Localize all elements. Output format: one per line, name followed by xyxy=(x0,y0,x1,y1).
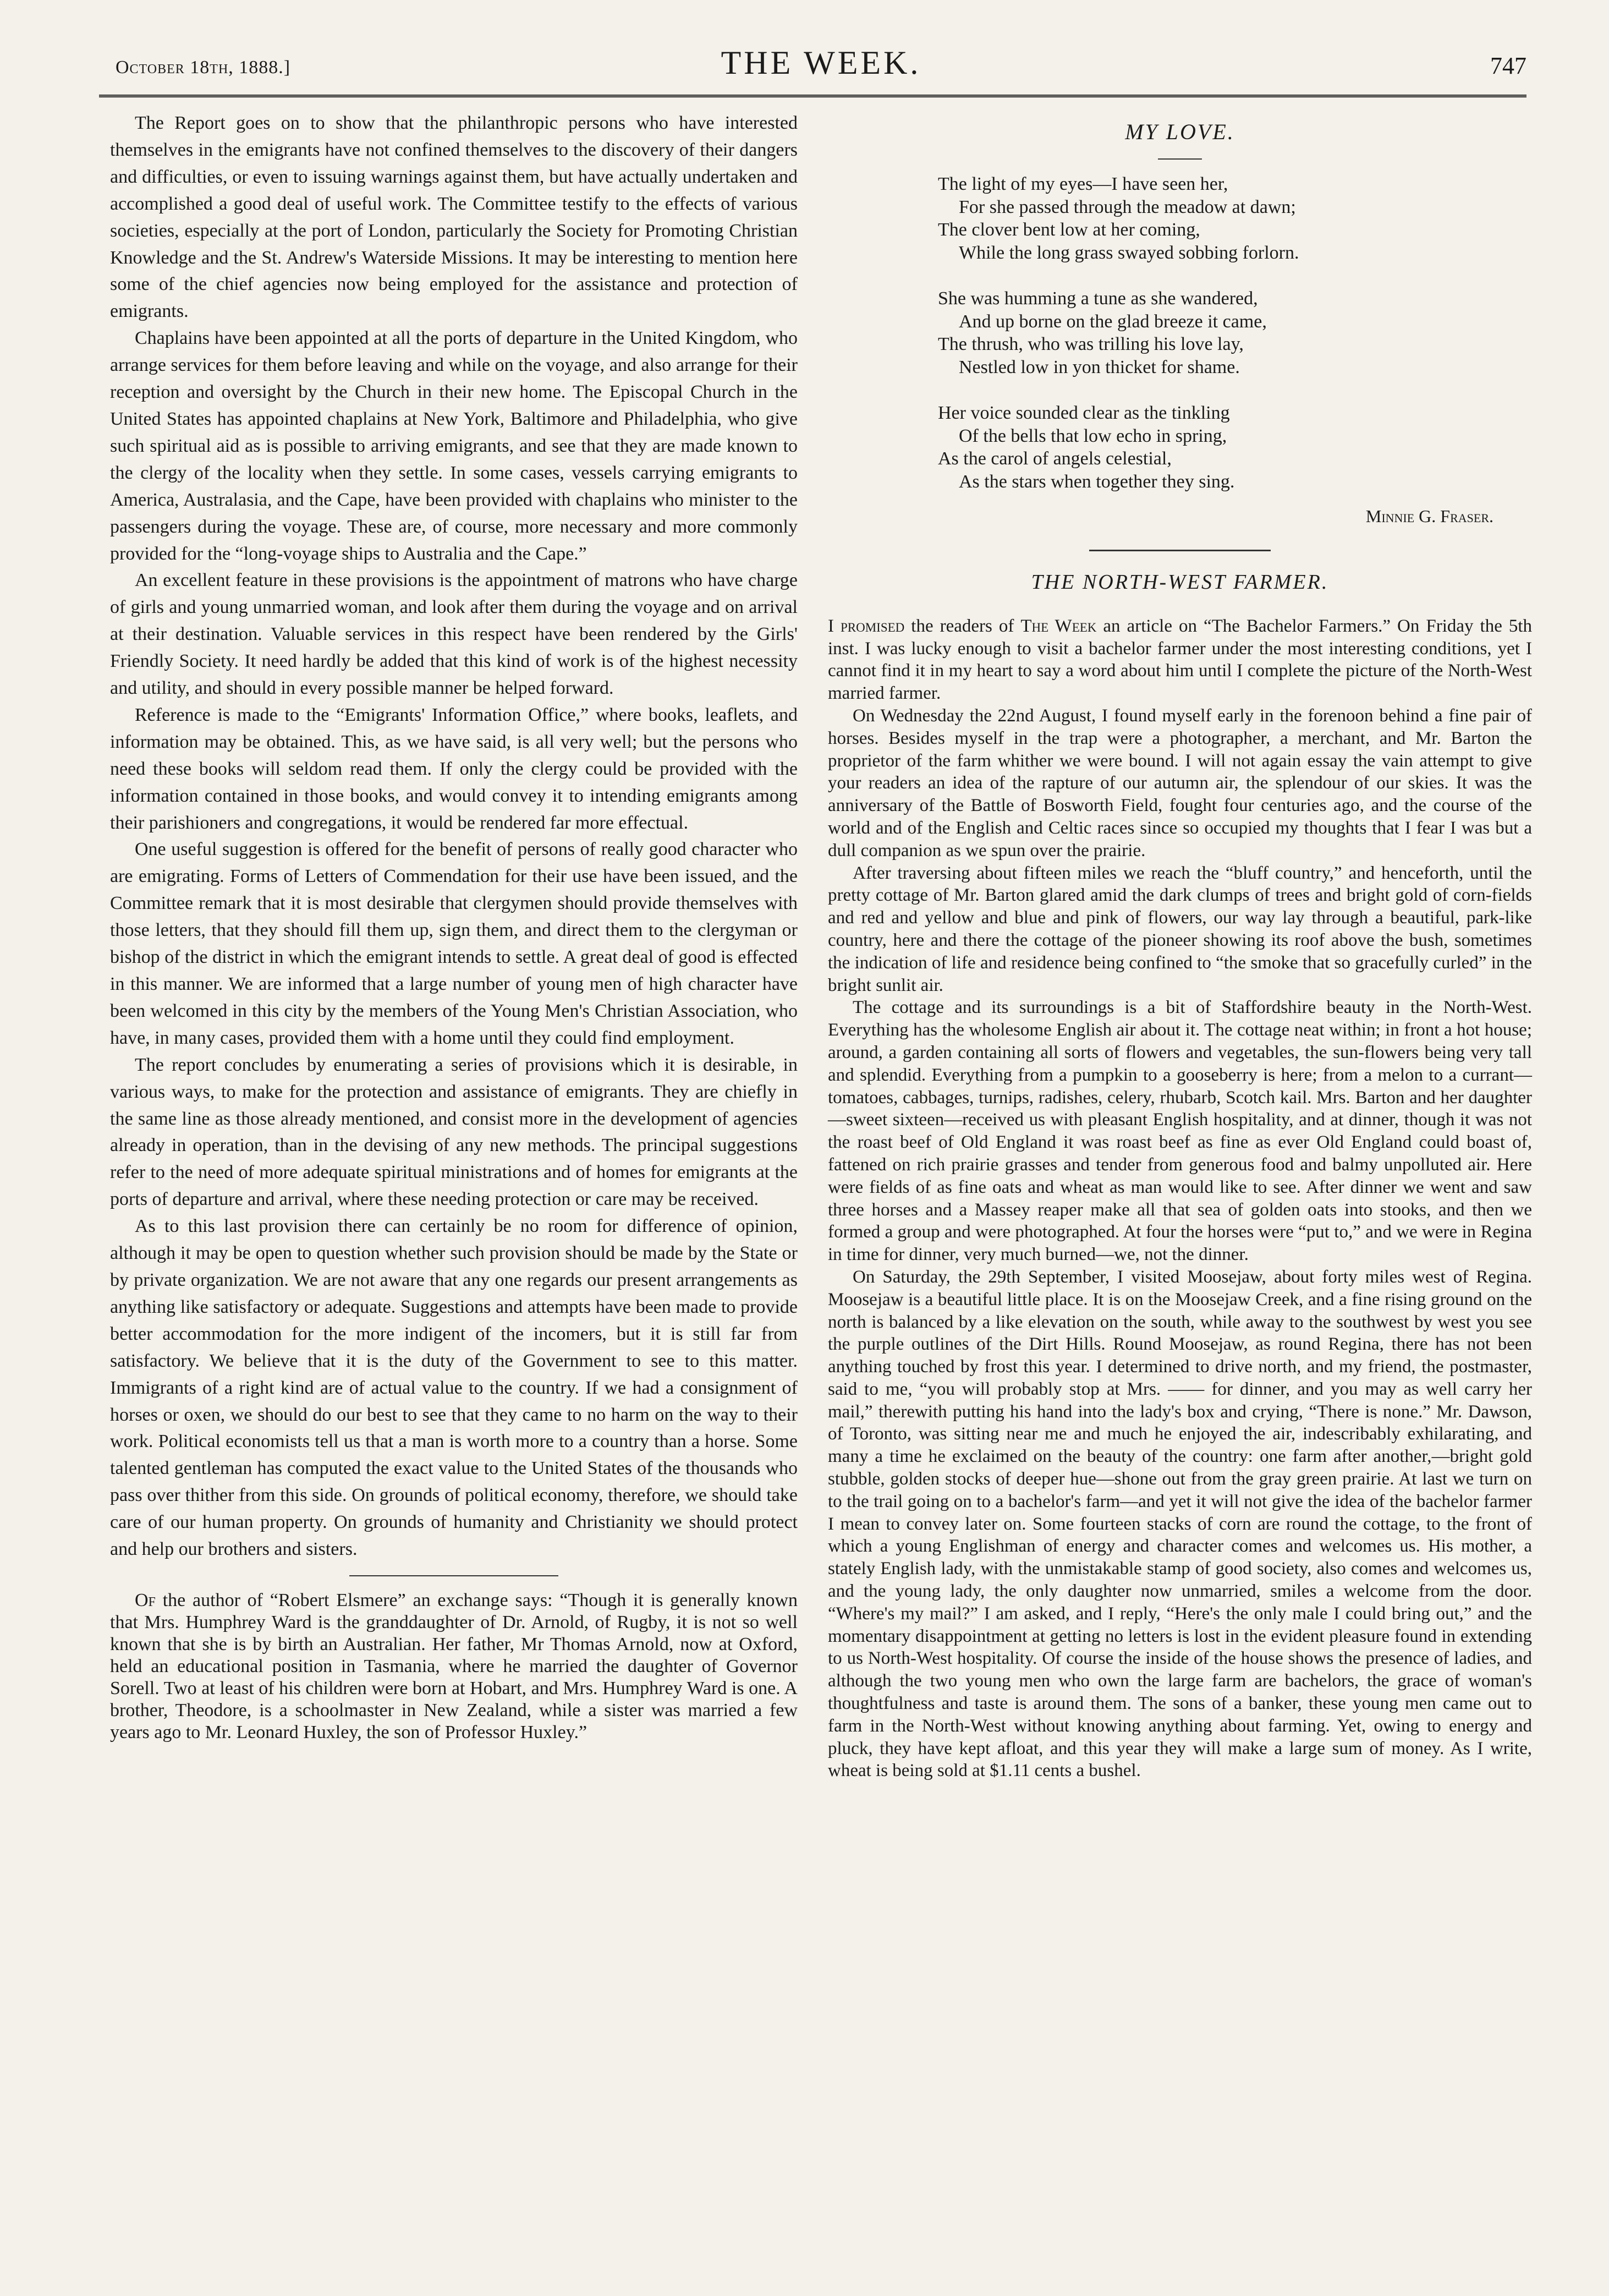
poem-stanza xyxy=(938,402,1532,493)
lead-text: the readers of xyxy=(904,616,1021,636)
poem-title: MY LOVE. xyxy=(1125,119,1235,144)
paragraph: One useful suggestion is offered for the benefit of persons of really good character who are emigrating. Forms of Letters of Commendation for their use have been issued, and the Committee remark that it is most desirable that clergymen should provide themselves with those letters, that they should fill them up, sign them, and direct them to the clergyman or bishop of the district in which the emigrant intends to settle. A great deal of good is effected in this manner. We are informed that a large number of young men of high character have been welcomed in this city by the members of the Young Men's Christian Association, who have, in many cases, provided them with a home until they could find employment. xyxy=(110,839,798,1048)
article-title: THE NORTH-WEST FARMER. xyxy=(1031,570,1329,594)
left-column xyxy=(110,110,798,1744)
elsmere-note xyxy=(110,1590,798,1744)
poem-line: She was humming a tune as she wandered, xyxy=(938,288,1258,309)
right-column xyxy=(828,110,1532,1782)
page-header xyxy=(116,44,1526,99)
poem-author: Minnie G. Fraser. xyxy=(1365,506,1493,526)
publication-title: THE WEEK. xyxy=(721,45,921,81)
article-lead-paragraph xyxy=(828,615,1532,705)
note-lead: Of xyxy=(135,1590,156,1610)
header-rule xyxy=(99,95,1526,97)
paragraph: Reference is made to the “Emigrants' Information Office,” where books, leaflets, and information may be obtained. This, as we have said, is all very well; but the persons who need these books will seldom read them. If only the clergy could be provided with the information contained in those books, and would convey it to intending emigrants among their parishioners and congregations, it would be rendered far more effectual. xyxy=(110,704,798,833)
paragraph: The cottage and its surroundings is a bit of Staffordshire beauty in the North-West. Everything has the wholesome English air about it. The cottage neat within; in front a hot house; around, a garden containing all sorts of flowers and vegetables, the sun-flowers being very tall and splendid. Everything from a pumpkin to a gooseberry is here; from a melon to a currant—tomatoes, cabbages, turnips, radishes, celery, rhubarb, Scotch kail. Mrs. Barton and her daughter—sweet sixteen—received us with pleasant English hospitality, and at dinner, though it was not the roast beef of Old England it was roast beef as fine as ever Old England could boast of, fattened on rich prairie grasses and tender from generous food and balmy unpolluted air. Here were fields of as fine oats and wheat as man would like to see. After dinner we went and saw three horses and a Massey reaper make all that sea of golden oats into stooks, and then we formed a group and were photographed. At four the horses were “put to,” and we were in Regina in time for dinner, very much burned—we, not the dinner. xyxy=(828,998,1532,1265)
paragraph: After traversing about fifteen miles we reach the “bluff country,” and henceforth, until the pretty cottage of Mr. Barton glared amid the dark clumps of trees and bright gold of corn-fields and red and yellow and blue and pink of flowers, our way lay through a beautiful, park-like country, here and there the cottage of the pioneer showing its roof above the bush, sometimes the indication of life and residence being confined to “the smoke that so gracefully curled” in the bright sunlit air. xyxy=(828,863,1532,995)
lead-word: I promised xyxy=(828,616,905,636)
poem-body xyxy=(938,173,1532,493)
section-divider xyxy=(349,1575,558,1576)
poem-line: Of the bells that low echo in spring, xyxy=(959,425,1227,446)
poem-line: Nestled low in yon thicket for shame. xyxy=(959,357,1240,377)
title-rule xyxy=(1158,158,1202,160)
poem-line: The thrush, who was trilling his love lay, xyxy=(938,334,1244,354)
poem-line: The clover bent low at her coming, xyxy=(938,220,1200,240)
issue-date: October 18th, 1888.] xyxy=(116,57,291,78)
paragraph: As to this last provision there can certainly be no room for difference of opinion, although it may be open to question whether such provision should be made by the State or by private organization. We are not aware that any one regards our present arrangements as anything like satisfactory or adequate. Suggestions and attempts have been made to provide better accommodation for the more indigent of the incomers, but it is still far from satisfactory. We believe that it is the duty of the Government to see to this matter. Immigrants of a right kind are of actual value to the country. If we had a consignment of horses or oxen, we should do our best to see that they came to no harm on the way to their work. Political economists tell us that a man is worth more to a country than a horse. Some talented gentleman has computed the exact value to the United States of the thousands who pass over thither from this side. On grounds of political economy, therefore, we should take care of our human property. On grounds of humanity and Christianity we should protect and help our brothers and sisters. xyxy=(110,1216,798,1560)
paragraph: On Wednesday the 22nd August, I found myself early in the forenoon behind a fine pair of horses. Besides myself in the trap were a photographer, a merchant, and Mr. Barton the proprietor of the farm whither we were bound. I will not again essay the vain attempt to give your readers an idea of the rapture of our autumn air, the splendour of our skies. It was the anniversary of the Battle of Bosworth Field, fought four centuries ago, and the course of the world and of the English and Celtic races since so occupied my thoughts that I fear I was but a dull companion as we spun over the prairie. xyxy=(828,705,1532,861)
poem-line: While the long grass swayed sobbing forlorn. xyxy=(959,242,1299,263)
poem-line: For she passed through the meadow at dawn; xyxy=(959,196,1296,217)
poem-line: The light of my eyes—I have seen her, xyxy=(938,174,1228,194)
paragraph: Chaplains have been appointed at all the ports of departure in the United Kingdom, who arrange services for them before leaving and while on the voyage, and also arrange for their reception and oversight by the Church in their new home. The Episcopal Church in the United States has appointed chaplains at New York, Baltimore and Philadelphia, who give such spiritual aid as is possible to arriving emigrants, and see that they are made known to the clergy of the locality when they settle. In some cases, vessels carrying emigrants to America, Australasia, and the Cape, have been provided with chaplains who minister to the passengers during the voyage. These are, of course, more necessary and more commonly provided for the “long-voyage ships to Australia and the Cape.” xyxy=(110,328,798,564)
note-text: the author of “Robert Elsmere” an exchange says: “Though it is generally known that Mrs. Humphrey Ward is the granddaughter of Dr. Arnold, of Rugby, it is not so well known that she is by birth an Australian. Her father, Mr Thomas Arnold, now at Oxford, held an educational position in Tasmania, where he married the daughter of Governor Sorell. Two at least of his children were born at Hobart, and Mrs. Humphrey Ward is one. A brother, Theodore, is a schoolmaster in New Zealand, while a sister was married a few years ago to Mr. Leonard Huxley, the son of Professor Huxley.” xyxy=(110,1590,798,1742)
publication-name: The Week xyxy=(1020,616,1097,636)
section-divider xyxy=(1089,550,1271,551)
lead-text-continued: an article on “The Bachelor Farmers.” On Friday the 5th inst. I was lucky enough to visit a bachelor farmer under the most interesting conditions, yet I cannot find it in my heart to say a word about him until I complete the picture of the North-West married farmer. xyxy=(828,616,1533,704)
poem-line: As the carol of angels celestial, xyxy=(938,448,1172,469)
poem-line: And up borne on the glad breeze it came, xyxy=(959,311,1267,332)
paragraph: On Saturday, the 29th September, I visited Moosejaw, about forty miles west of Regina. Moosejaw is a beautiful little place. It is on the Moosejaw Creek, and a fine rising ground on the north is balanced by a like elevation on the south, while away to the southwest by west you see the purple outlines of the Dirt Hills. Round Moosejaw, as round Regina, there has not been anything touched by frost this year. I determined to drive north, and my friend, the postmaster, said to me, “you will probably stop at Mrs. —— for dinner, and you may as well carry her mail,” therewith putting his hand into the lady's box and crying, “There is none.” Mr. Dawson, of Toronto, was sitting near me and much he enjoyed the air, indescribably exhilarating, and many a time he exclaimed on the beauty of the country: one farm after another,—bright gold stubble, golden stocks of deeper hue—shone out from the gray green prairie. At last we turn on to the trail going on to a bachelor's farm—and yet it will not give the idea of the bachelor farmer I mean to convey later on. Some fourteen stacks of corn are round the cottage, to the front of which a young Englishman of energy and character comes and welcomes us. His mother, a stately English lady, with the unmistakable stamp of good society, also comes and welcomes us, and the young lady, the only daughter now unmarried, smiles a welcome from the door. “Where's my mail?” I am asked, and I reply, “Here's the only male I could bring out,” and the momentary disappointment at getting no letters is lost in the evident pleasure found in extending to us North-West hospitality. Of course the inside of the house shows the presence of ladies, and although the two young men who own the large farm are bachelors, the grace of woman's thoughtfulness and taste is around them. The sons of a banker, these young men came out to farm in the North-West without knowing anything about farming. Yet, owing to energy and pluck, they have kept afloat, and this year they will make a large sum of money. As I write, wheat is being sold at $1.11 cents a bushel. xyxy=(828,1267,1532,1781)
paragraph: The report concludes by enumerating a series of provisions which it is desirable, in various ways, to make for the protection and assistance of emigrants. They are chiefly in the same line as those already mentioned, and consist more in the development of agencies already in operation, than in the devising of any new methods. The principal suggestions refer to the need of more adequate spiritual ministrations and of homes for emigrants at the ports of departure and arrival, where these needing protection or care may be received. xyxy=(110,1054,798,1210)
poem-line: Her voice sounded clear as the tinkling xyxy=(938,403,1230,423)
poem-stanza xyxy=(938,173,1532,264)
page-number: 747 xyxy=(1490,52,1526,79)
poem-stanza xyxy=(938,287,1532,379)
poem-line: As the stars when together they sing. xyxy=(959,471,1235,492)
paragraph: The Report goes on to show that the philanthropic persons who have interested themselves in the emigrants have not confined themselves to the discovery of their dangers and difficulties, or even to issuing warnings against them, but have actually undertaken and accomplished a good deal of useful work. The Committee testify to the effects of various societies, especially at the port of London, particularly the Society for Promoting Christian Knowledge and the St. Andrew's Waterside Missions. It may be interesting to mention here some of the chief agencies now being employed for the assistance and protection of emigrants. xyxy=(110,113,798,322)
paragraph: An excellent feature in these provisions is the appointment of matrons who have charge of girls and young unmarried woman, and look after them during the voyage and on arrival at their destination. Valuable services in this respect have been rendered by the Girls' Friendly Society. It need hardly be added that this kind of work is of the highest necessity and utility, and should in every possible manner be helped forward. xyxy=(110,570,798,699)
